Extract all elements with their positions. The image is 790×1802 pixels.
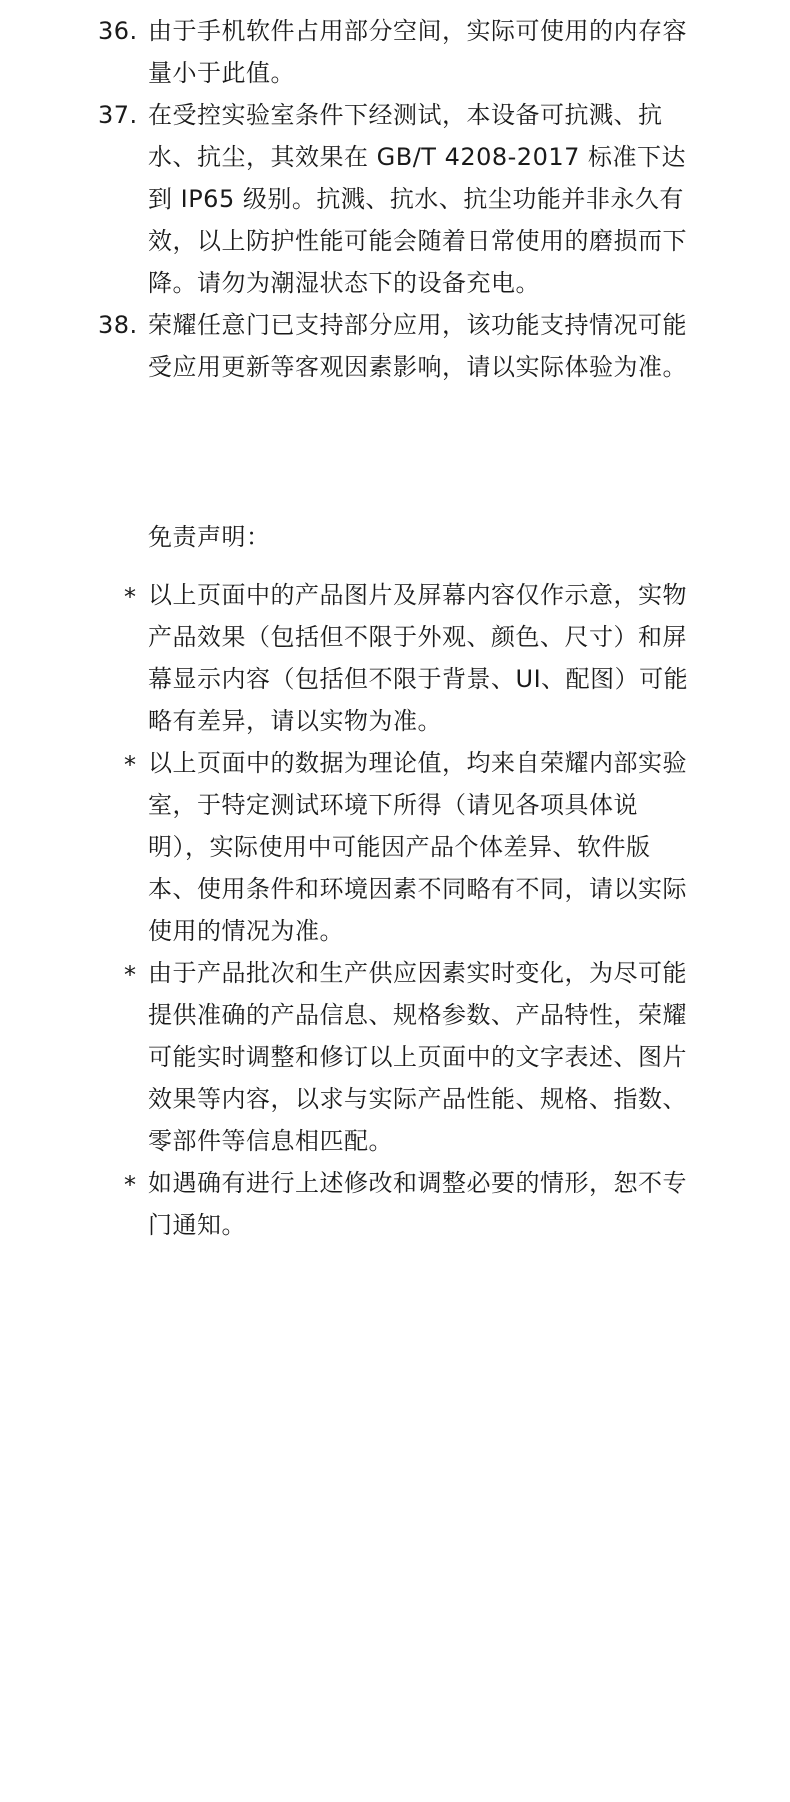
- footnote-item: [0, 304, 696, 388]
- bullet-asterisk: *: [124, 751, 137, 779]
- footnote-text: 荣耀任意门已支持部分应用，该功能支持情况可能受应用更新等客观因素影响，请以实际体验为准。: [148, 311, 687, 381]
- footnote-item: [0, 94, 696, 304]
- disclaimer-text: 以上页面中的产品图片及屏幕内容仅作示意，实物产品效果（包括但不限于外观、颜色、尺寸）和屏幕显示内容（包括但不限于背景、UI、配图）可能略有差异，请以实物为准。: [148, 581, 689, 735]
- bullet-asterisk: *: [124, 583, 137, 611]
- footnote-list: [0, 10, 790, 388]
- disclaimer-item: [0, 574, 696, 742]
- bullet-asterisk: *: [124, 961, 137, 989]
- disclaimer-text: 如遇确有进行上述修改和调整必要的情形，恕不专门通知。: [148, 1169, 687, 1239]
- disclaimer-title: 免责声明：: [148, 523, 271, 551]
- disclaimer-section: [0, 516, 790, 1246]
- footnote-number: 37.: [98, 101, 138, 129]
- disclaimer-item: [0, 1162, 696, 1246]
- footnote-number: 38.: [98, 311, 138, 339]
- footnote-number: 36.: [98, 17, 138, 45]
- disclaimer-text: 由于产品批次和生产供应因素实时变化，为尽可能提供准确的产品信息、规格参数、产品特性，荣耀可能实时调整和修订以上页面中的文字表述、图片效果等内容，以求与实际产品性能、规格、指数、零部件等信息相匹配。: [148, 959, 687, 1155]
- disclaimer-item: [0, 742, 696, 952]
- footnote-item: [0, 10, 696, 94]
- bullet-asterisk: *: [124, 1171, 137, 1199]
- disclaimer-item: [0, 952, 696, 1162]
- footnote-text: 由于手机软件占用部分空间，实际可使用的内存容量小于此值。: [148, 17, 687, 87]
- disclaimer-text: 以上页面中的数据为理论值，均来自荣耀内部实验室，于特定测试环境下所得（请见各项具体说明），实际使用中可能因产品个体差异、软件版本、使用条件和环境因素不同略有不同，请以实际使用的情况为准。: [148, 749, 687, 945]
- footnote-text: 在受控实验室条件下经测试，本设备可抗溅、抗水、抗尘，其效果在 GB/T 4208-2017 标准下达到 IP65 级别。抗溅、抗水、抗尘功能并非永久有效，以上防护性能可能会随着日常使用的磨损而下降。请勿为潮湿状态下的设备充电。: [148, 101, 687, 297]
